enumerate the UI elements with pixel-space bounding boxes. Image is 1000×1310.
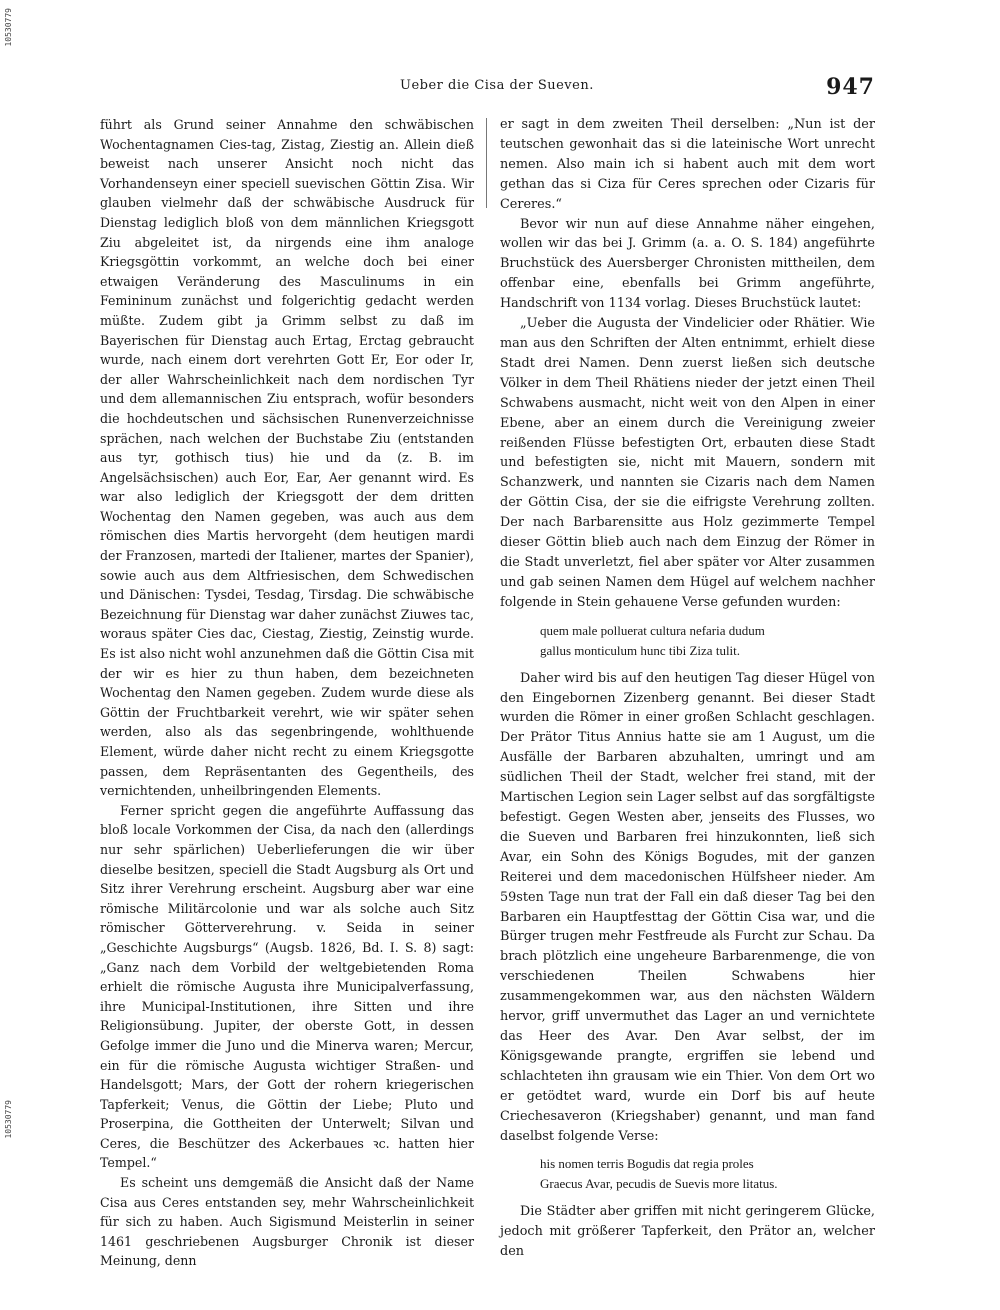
side-identifier: 10530779 xyxy=(4,8,13,47)
latin-verse xyxy=(540,621,875,661)
left-column xyxy=(100,115,474,1271)
page-header xyxy=(100,74,875,104)
right-column xyxy=(500,115,875,1262)
latin-verse xyxy=(540,1154,875,1194)
verse-line: gallus monticulum hunc tibi Ziza tulit. xyxy=(540,642,741,658)
paragraph: führt als Grund seiner Annahme den schwäbischen Wochentagnamen Cies-tag, Zistag, Ziestig an. Allein dieß beweist nach unserer Ansicht noch nicht das Vorhandenseyn einer speciell suevischen Göttin Zisa. Wir glauben vielmehr daß der schwäbische Ausdruck für Dienstag lediglich bloß von dem männlichen Kriegsgott Ziu abgeleitet ist, da nirgends eine ihm analoge Kriegsgöttin vorkommt, an welche doch bei einer etwaigen Veränderung des Masculinums in ein Femininum zunächst und folgerichtig gedacht werden müßte. Zudem gibt ja Grimm selbst zu daß im Bayerischen für Dienstag auch Ertag, Erctag gebraucht wurde, nach einem dort verehrten Gott Er, Eor oder Ir, der aller Wahrscheinlichkeit nach dem nordischen Tyr und dem allemannischen Ziu entsprach, wofür besonders die hochdeutschen und sächsischen Runenverzeichnisse sprächen, nach welchen der Buchstabe Ziu (entstanden aus tyr, gothisch tius) hie und da (z. B. im Angelsächsischen) auch Eor, Ear, Aer genannt wird. Es war also lediglich der Kriegsgott der dem dritten Wochentag den Namen gegeben, was auch aus dem römischen dies Martis hervorgeht (dem heutigen mardi der Franzosen, martedi der Italiener, martes der Spanier), sowie auch aus dem Altfriesischen, dem Schwedischen und Dänischen: Tysdei, Tesdag, Tirsdag. Die schwäbische Bezeichnung für Dienstag war daher zunächst Ziuwes tac, woraus später Cies dac, Ciestag, Ziestig, Zeinstig wurde. Es ist also nicht wohl anzunehmen daß die Göttin Cisa mit der wir es hier zu thun haben, dem bezeichneten Wochentag den Namen gegeben. Zudem wurde diese als Göttin der Fruchtbarkeit verehrt, wie wir später sehen werden, also als das segenbringende, wohlthuende Element, würde daher nicht recht zu einem Kriegsgotte passen, dem Repräsentanten des Gegentheils, des vernichtenden, unheilbringenden Elements. xyxy=(100,117,474,799)
paragraph: Die Städter aber griffen mit nicht geringerem Glücke, jedoch mit größerer Tapferkeit, den Prätor an, welcher den xyxy=(500,1204,875,1260)
paragraph: Daher wird bis auf den heutigen Tag dieser Hügel von den Eingebornen Zizenberg genannt. Bei dieser Stadt wurden die Römer in einer großen Schlacht geschlagen. Der Prätor Titus Annius hatte sie am 1 August, um die Ausfälle der Barbaren abzuhalten, umringt und am südlichen Theil der Stadt, welcher frei stand, mit der Martischen Legion sein Lager selbst auf das sorgfältigste befestigt. Gegen Westen aber, jenseits des Flusses, wo die Sueven und Barbaren frei hinzukonnten, ließ sich Avar, ein Sohn des Königs Bogudes, mit der ganzen Reiterei und dem macedonischen Hülfsheer nieder. Am 59sten Tage nun trat der Fall ein daß dieser Tag bei den Barbaren ein Hauptfesttag der Göttin Cisa war, und die Bürger trugen mehr Festfreude als Furcht zur Schau. Da brach plötzlich eine ungeheure Barbarenmenge, die von verschiedenen Theilen Schwabens hier zusammengekommen war, aus den nächsten Wäldern hervor, griff unvermuthet das Lager an und vernichtete das Heer des Avar. Den Avar selbst, der im Königsgewande prangte, ergriffen sie lebend und schlachteten ihn grausam wie ein Thier. Von dem Ort wo er getödtet ward, wurde ein Dorf bis auf heute Criechesaveron (Kriegshaber) genannt, und man fand daselbst folgende Verse: xyxy=(500,670,875,1144)
page-number: 947 xyxy=(826,74,875,100)
paragraph: Ferner spricht gegen die angeführte Auffassung das bloß locale Vorkommen der Cisa, da nach den (allerdings nur sehr spärlichen) Ueberlieferungen die wir über dieselbe besitzen, speciell die Stadt Augsburg als Ort und Sitz ihrer Verehrung erscheint. Augsburg aber war eine römische Militärcolonie und war als solche auch Sitz römischer Götterverehrung. v. Seida in seiner „Geschichte Augsburgs“ (Augsb. 1826, Bd. I. S. 8) sagt: „Ganz nach dem Vorbild der weltgebietenden Roma erhielt die römische Augusta ihre Municipalverfassung, ihre Municipal-Institutionen, ihre Sitten und ihre Religionsübung. Jupiter, der oberste Gott, in dessen Gefolge immer die Juno und die Minerva waren; Mercur, ein für die römische Augusta wichtiger Straßen- und Handelsgott; Mars, der Gott der rohern kriegerischen Tapferkeit; Venus, die Göttin der Liebe; Pluto und Proserpina, die Gottheiten der Unterwelt; Silvan und Ceres, die Beschützer des Ackerbaues ꝛc. hatten hier Tempel.“ xyxy=(100,802,474,1171)
paragraph: Es scheint uns demgemäß die Ansicht daß der Name Cisa aus Ceres entstanden sey, mehr Wahrscheinlichkeit für sich zu haben. Auch Sigismund Meisterlin in seiner 1461 geschriebenen Augsburger Chronik ist dieser Meinung, denn xyxy=(100,1175,474,1269)
running-title: Ueber die Cisa der Sueven. xyxy=(400,78,594,93)
verse-line: his nomen terris Bogudis dat regia proles xyxy=(540,1156,754,1172)
side-identifier-lower: 10530779 xyxy=(4,1100,13,1139)
paragraph: er sagt in dem zweiten Theil derselben: „Nun ist der teutschen gewonhait das si die lateinische Wort unrecht nemen. Also main ich si habent auch mit dem wort gethan das si Ciza für Ceres sprechen oder Cizaris für Cereres.“ xyxy=(500,117,875,212)
verse-line: Graecus Avar, pecudis de Suevis more litatus. xyxy=(540,1176,778,1192)
verse-line: quem male polluerat cultura nefaria dudum xyxy=(540,622,765,638)
column-divider xyxy=(486,118,487,208)
quoted-fragment: „Ueber die Augusta der Vindelicier oder Rhätier. Wie man aus den Schriften der Alten entnimmt, erhielt diese Stadt drei Namen. Denn zuerst ließen sich deutsche Völker in dem Theil Rhätiens nieder der jetzt einen Theil Schwabens ausmacht, nicht weit von den Alpen in einer Ebene, aber an einem durch die Vereinigung zweier reißenden Flüsse befestigten Ort, erbauten diese Stadt und befestigten sie, nicht mit Mauern, sondern mit Schanzwerk, und nannten sie Cizaris nach dem Namen der Göttin Cisa, der sie die eifrigste Verehrung zollten. Der nach Barbarensitte aus Holz gezimmerte Tempel dieser Göttin blieb auch nach dem Einzug der Römer in die Stadt unverletzt, fiel aber später vor Alter zusammen und gab seinen Namen dem Hügel auf welchem nachher folgende in Stein gehauene Verse gefunden wurden: xyxy=(500,316,875,610)
paragraph: Bevor wir nun auf diese Annahme näher eingehen, wollen wir das bei J. Grimm (a. a. O. S. 184) angeführte Bruchstück des Auersberger Chronisten mittheilen, dem offenbar eine, ebenfalls bei Grimm angeführte, Handschrift von 1134 vorlag. Dieses Bruchstück lautet: xyxy=(500,216,875,312)
